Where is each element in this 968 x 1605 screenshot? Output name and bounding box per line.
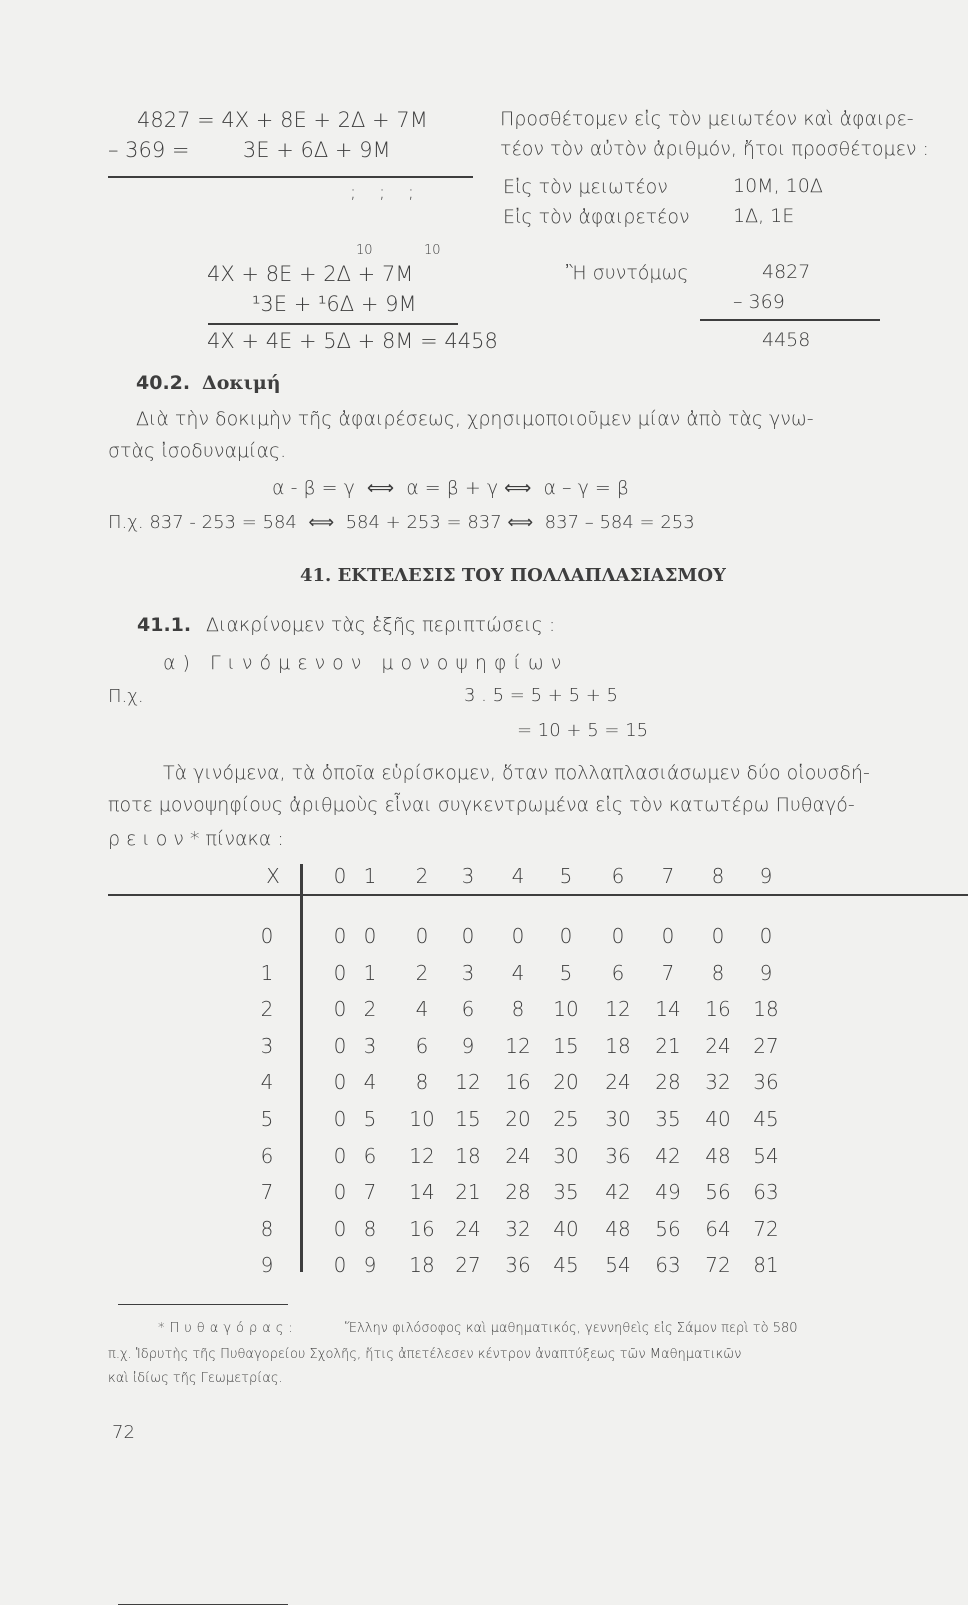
table-cell: 6 [363, 1144, 377, 1168]
table-cell: 0 [461, 924, 475, 948]
sub1-note-4b: 1Δ, 1Ε [733, 205, 795, 227]
table-cell: 32 [505, 1217, 531, 1241]
table-cell: 6 [461, 997, 475, 1021]
table-cell: 14 [655, 997, 681, 1021]
sub2-carry-1: 10 [356, 243, 373, 258]
sub2-rule [208, 323, 458, 325]
table-column-header: 8 [711, 864, 725, 888]
sub1-note-4a: Εἰς τὸν ἀφαιρετέον [503, 206, 690, 228]
sub1-note-3a: Εἰς τὸν μειωτέον [503, 176, 668, 198]
table-cell: 15 [553, 1034, 579, 1058]
table-cell: 7 [363, 1180, 377, 1204]
page-number: 72 [112, 1422, 135, 1443]
table-cell: 49 [655, 1180, 681, 1204]
table-cell: 21 [655, 1034, 681, 1058]
table-cell: 16 [705, 997, 731, 1021]
footnote-separator [118, 1304, 288, 1305]
table-cell: 24 [455, 1217, 481, 1241]
table-column-header: 4 [511, 864, 525, 888]
table-row-header: 8 [260, 1217, 274, 1241]
table-column-header: 3 [461, 864, 475, 888]
short-line3: 4458 [762, 329, 811, 351]
table-cell: 12 [605, 997, 631, 1021]
table-cell: 0 [363, 924, 377, 948]
table-cell: 36 [753, 1070, 779, 1094]
section-40-2-title: Δοκιμή [202, 372, 281, 394]
table-row-header: 3 [260, 1034, 274, 1058]
table-cell: 3 [363, 1034, 377, 1058]
table-cell: 40 [705, 1107, 731, 1131]
table-cell: 2 [415, 961, 429, 985]
sub1-line2: – 369 = 3E + 6Δ + 9M [108, 138, 391, 162]
table-cell: 16 [409, 1217, 435, 1241]
sub1-line3: ; ; ; [350, 182, 414, 203]
table-cell: 48 [705, 1144, 731, 1168]
table-cell: 42 [605, 1180, 631, 1204]
table-cell: 54 [605, 1253, 631, 1277]
table-cell: 0 [333, 997, 347, 1021]
table-cell: 14 [409, 1180, 435, 1204]
table-column-header: 7 [661, 864, 675, 888]
table-cell: 42 [655, 1144, 681, 1168]
table-cell: 63 [753, 1180, 779, 1204]
table-cell: 0 [415, 924, 429, 948]
table-corner: X [266, 864, 280, 888]
sub1-rule [108, 176, 473, 178]
table-cell: 8 [415, 1070, 429, 1094]
sub1-note-1: Προσθέτομεν εἰς τὸν μειωτέον καὶ ἀφαιρε- [500, 108, 914, 130]
table-cell: 10 [409, 1107, 435, 1131]
table-cell: 40 [553, 1217, 579, 1241]
footnote-line3: καὶ ἰδίως τῆς Γεωμετρίας. [108, 1371, 283, 1386]
footnote-term: *Πυθαγόρας: [158, 1321, 298, 1336]
table-cell: 12 [455, 1070, 481, 1094]
table-cell: 81 [753, 1253, 779, 1277]
table-column-header: 5 [559, 864, 573, 888]
table-vertical-rule [300, 864, 303, 1272]
table-cell: 56 [655, 1217, 681, 1241]
table-cell: 48 [605, 1217, 631, 1241]
table-cell: 18 [455, 1144, 481, 1168]
table-cell: 30 [553, 1144, 579, 1168]
example-line2: = 10 + 5 = 15 [517, 720, 649, 741]
table-cell: 35 [655, 1107, 681, 1131]
table-cell: 18 [753, 997, 779, 1021]
table-cell: 8 [511, 997, 525, 1021]
table-row-header: 4 [260, 1070, 274, 1094]
table-cell: 12 [409, 1144, 435, 1168]
table-cell: 5 [559, 961, 573, 985]
table-cell: 0 [559, 924, 573, 948]
table-cell: 27 [753, 1034, 779, 1058]
table-cell: 45 [553, 1253, 579, 1277]
table-cell: 0 [333, 961, 347, 985]
table-cell: 3 [461, 961, 475, 985]
example-line1: 3 . 5 = 5 + 5 + 5 [464, 685, 619, 706]
table-cell: 30 [605, 1107, 631, 1131]
case-a: α) Γινόμενον μονοψηφίων [163, 652, 569, 674]
section-41-1-number: 41.1. [137, 614, 192, 636]
table-row-header: 1 [260, 961, 274, 985]
table-cell: 5 [363, 1107, 377, 1131]
short-rule [700, 319, 880, 321]
table-cell: 0 [333, 1107, 347, 1131]
table-cell: 2 [363, 997, 377, 1021]
table-cell: 9 [759, 961, 773, 985]
table-cell: 16 [505, 1070, 531, 1094]
table-cell: 36 [505, 1253, 531, 1277]
sec402-para-line1: Διὰ τὴν δοκιμὴν τῆς ἀφαιρέσεως, χρησιμοποιοῦμεν μίαν ἀπὸ τὰς γνω- [136, 408, 814, 430]
sec41-para-line3a: ρειον [108, 828, 190, 850]
table-row-header: 0 [260, 924, 274, 948]
short-line1: 4827 [762, 261, 811, 283]
table-row-header: 2 [260, 997, 274, 1021]
table-cell: 32 [705, 1070, 731, 1094]
table-cell: 45 [753, 1107, 779, 1131]
table-cell: 4 [415, 997, 429, 1021]
table-cell: 0 [333, 924, 347, 948]
sub2-carry-2: 10 [424, 243, 441, 258]
table-cell: 36 [605, 1144, 631, 1168]
table-cell: 9 [461, 1034, 475, 1058]
table-cell: 24 [705, 1034, 731, 1058]
short-line2: – 369 [733, 291, 785, 313]
sec402-equivalence: α - β = γ ⟺ α = β + γ ⟺ α – γ = β [272, 477, 629, 499]
table-horizontal-rule [108, 894, 968, 896]
sec41-para-line1: Τὰ γινόμενα, τὰ ὁποῖα εὑρίσκομεν, ὅταν πολλαπλασιάσωμεν δύο οἱουσδή- [163, 762, 870, 784]
example-label: Π.χ. [108, 686, 144, 707]
table-cell: 12 [505, 1034, 531, 1058]
sec41-para-line3b: * πίνακα : [190, 828, 284, 850]
sec402-para-line2: στὰς ἰσοδυναμίας. [108, 440, 287, 462]
table-cell: 24 [505, 1144, 531, 1168]
table-cell: 1 [363, 961, 377, 985]
short-label: Ἢ συντόμως [566, 262, 689, 284]
section-41-1-text: Διακρίνομεν τὰς ἑξῆς περιπτώσεις : [206, 614, 556, 636]
table-cell: 0 [333, 1180, 347, 1204]
table-cell: 72 [753, 1217, 779, 1241]
section-41-title: 41. ΕΚΤΕΛΕΣΙΣ ΤΟΥ ΠΟΛΛΑΠΛΑΣΙΑΣΜΟΥ [300, 565, 726, 586]
sub1-note-3b: 10Μ, 10Δ [733, 175, 823, 197]
table-cell: 0 [333, 1070, 347, 1094]
sub2-line1: 4X + 8E + 2Δ + 7M [207, 262, 414, 286]
table-cell: 0 [661, 924, 675, 948]
footnote-line2: π.χ. Ἱδρυτὴς τῆς Πυθαγορείου Σχολῆς, ἥτις ἀπετέλεσεν κέντρον ἀναπτύξεως τῶν Μαθηματικῶν [108, 1347, 742, 1362]
table-cell: 8 [363, 1217, 377, 1241]
table-cell: 0 [611, 924, 625, 948]
sub1-note-2: τέον τὸν αὐτὸν ἀριθμόν, ἤτοι προσθέτομεν : [500, 138, 929, 160]
table-cell: 27 [455, 1253, 481, 1277]
table-column-header: 9 [759, 864, 773, 888]
table-cell: 21 [455, 1180, 481, 1204]
table-cell: 0 [511, 924, 525, 948]
table-row-header: 5 [260, 1107, 274, 1131]
table-row-header: 7 [260, 1180, 274, 1204]
table-cell: 0 [333, 1253, 347, 1277]
sec41-para-line2: ποτε μονοψηφίους ἀριθμοὺς εἶναι συγκεντρωμένα εἰς τὸν κατωτέρω Πυθαγό- [108, 794, 855, 816]
table-cell: 28 [655, 1070, 681, 1094]
table-cell: 25 [553, 1107, 579, 1131]
footnote-line1: Ἕλλην φιλόσοφος καὶ μαθηματικός, γεννηθεὶς εἰς Σάμον περὶ τὸ 580 [345, 1321, 798, 1336]
table-cell: 18 [409, 1253, 435, 1277]
table-row-header: 9 [260, 1253, 274, 1277]
table-cell: 0 [333, 1217, 347, 1241]
table-cell: 35 [553, 1180, 579, 1204]
table-cell: 64 [705, 1217, 731, 1241]
table-cell: 9 [363, 1253, 377, 1277]
table-cell: 6 [611, 961, 625, 985]
table-cell: 0 [333, 1034, 347, 1058]
sub1-line1: 4827 = 4X + 8E + 2Δ + 7M [137, 108, 428, 132]
table-column-header: 6 [611, 864, 625, 888]
table-cell: 0 [333, 1144, 347, 1168]
table-cell: 15 [455, 1107, 481, 1131]
section-40-2-number: 40.2. [136, 372, 191, 394]
table-column-header: 0 [333, 864, 347, 888]
sub2-line3: 4X + 4E + 5Δ + 8M = 4458 [207, 329, 498, 353]
table-cell: 63 [655, 1253, 681, 1277]
sec402-example: Π.χ. 837 - 253 = 584 ⟺ 584 + 253 = 837 ⟺ 837 – 584 = 253 [108, 512, 695, 533]
table-cell: 24 [605, 1070, 631, 1094]
table-cell: 8 [711, 961, 725, 985]
table-cell: 7 [661, 961, 675, 985]
table-cell: 28 [505, 1180, 531, 1204]
table-column-header: 1 [363, 864, 377, 888]
table-cell: 20 [505, 1107, 531, 1131]
table-cell: 6 [415, 1034, 429, 1058]
table-cell: 4 [363, 1070, 377, 1094]
table-cell: 0 [759, 924, 773, 948]
table-cell: 72 [705, 1253, 731, 1277]
table-cell: 0 [711, 924, 725, 948]
table-cell: 20 [553, 1070, 579, 1094]
table-cell: 56 [705, 1180, 731, 1204]
table-cell: 18 [605, 1034, 631, 1058]
table-cell: 54 [753, 1144, 779, 1168]
table-column-header: 2 [415, 864, 429, 888]
sub2-line2: ¹3E + ¹6Δ + 9M [252, 292, 417, 316]
table-cell: 4 [511, 961, 525, 985]
table-row-header: 6 [260, 1144, 274, 1168]
table-cell: 10 [553, 997, 579, 1021]
